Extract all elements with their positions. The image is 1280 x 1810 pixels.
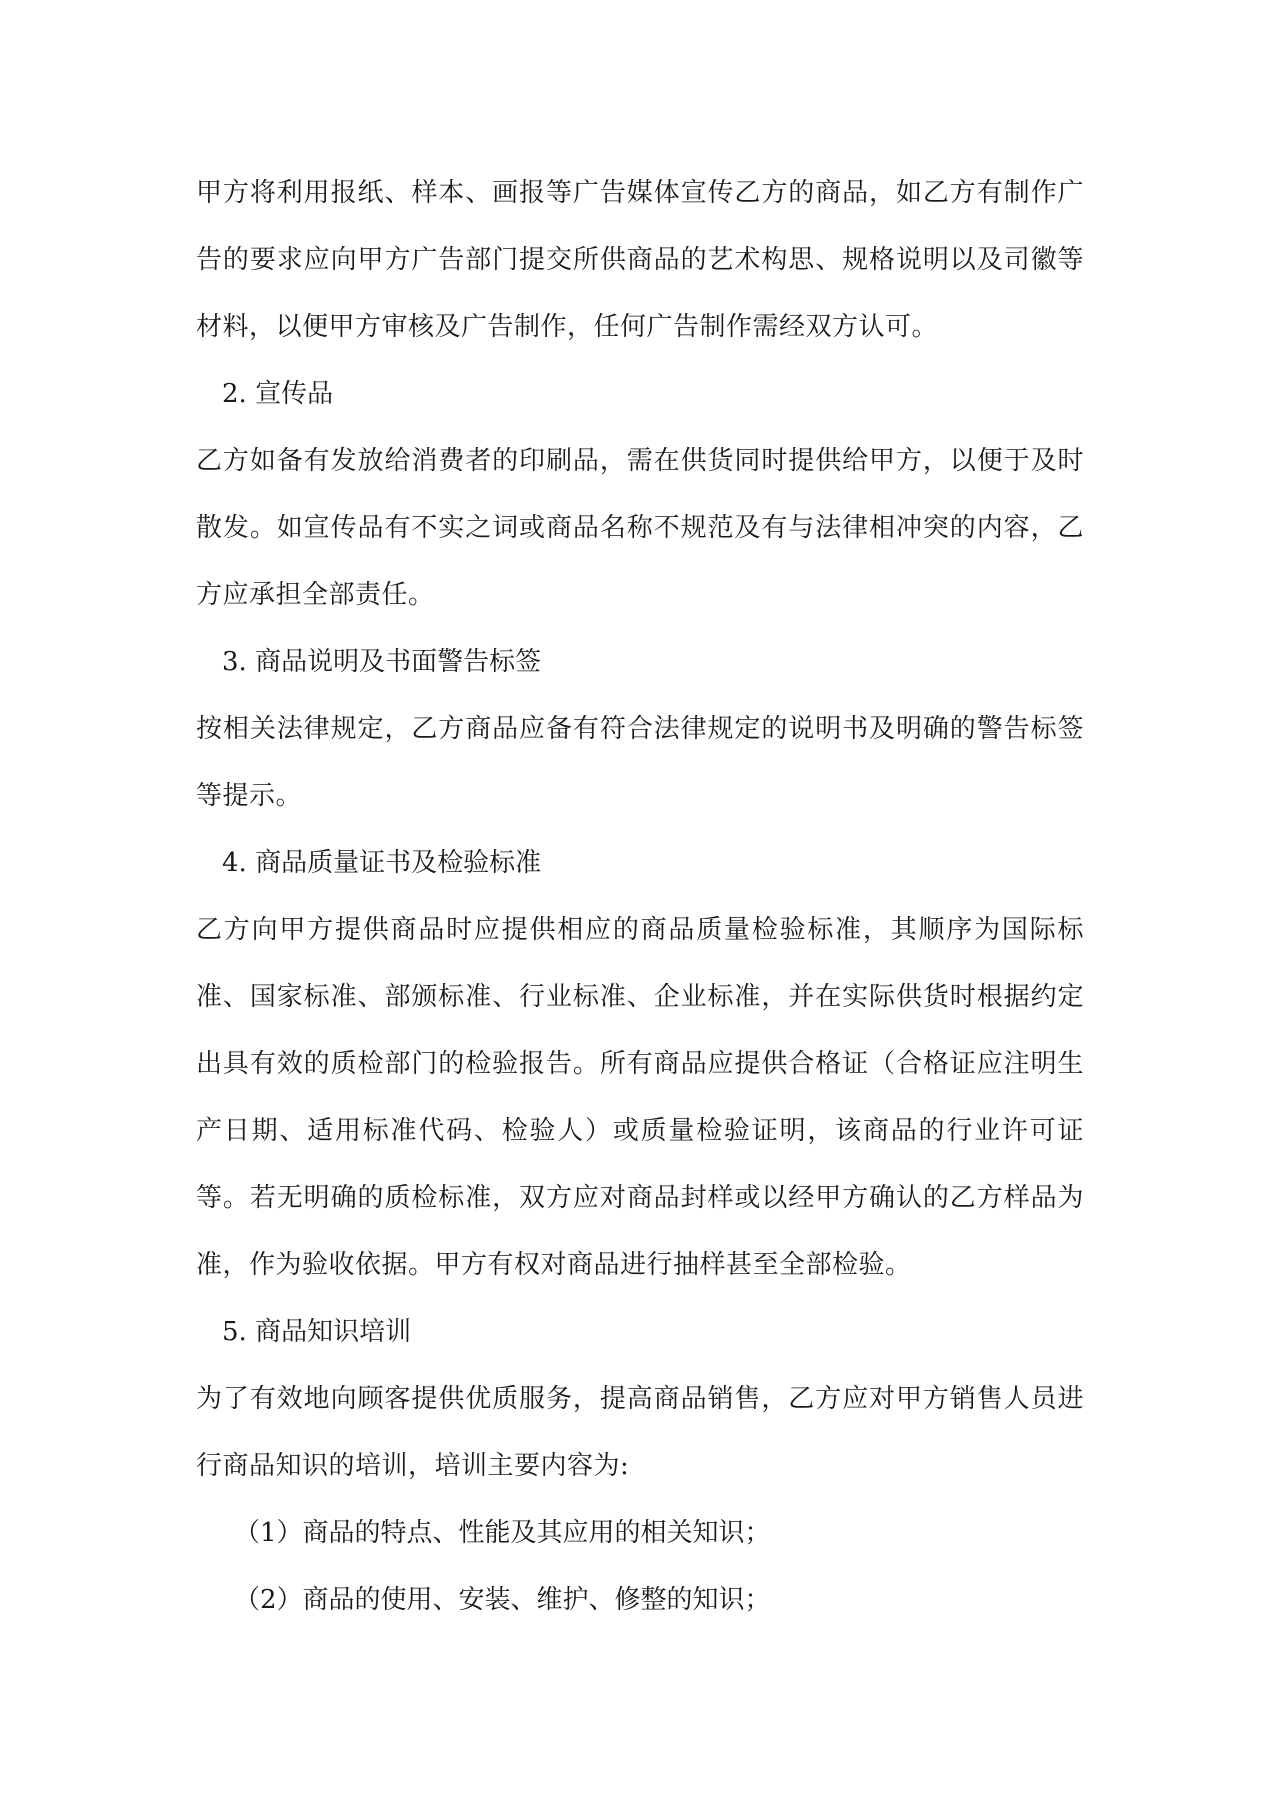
paragraph-product-training: 为了有效地向顾客提供优质服务，提高商品销售，乙方应对甲方销售人员进行商品知识的培训，培训主要内容为:: [196, 1384, 1084, 1481]
paragraph-product-instructions: 按相关法律规定，乙方商品应备有符合法律规定的说明书及明确的警告标签等提示。: [196, 714, 1084, 811]
list-item: （2）商品的使用、安装、维护、修整的知识；: [234, 1585, 771, 1615]
paragraph-quality-certificate: 乙方向甲方提供商品时应提供相应的商品质量检验标准，其顺序为国际标准、国家标准、部颁标准、行业标准、企业标准，并在实际供货时根据约定出具有效的质检部门的检验报告。所有商品应提供合格证（合格证应注明生产日期、适用标准代码、检验人）或质量检验证明，该商品的行业许可证等。若无明确的质检标准，双方应对商品封样或以经甲方确认的乙方样品为准，作为验收依据。甲方有权对商品进行抽样甚至全部检验。: [196, 915, 1084, 1280]
paragraph-advertising: 甲方将利用报纸、样本、画报等广告媒体宣传乙方的商品，如乙方有制作广告的要求应向甲方广告部门提交所供商品的艺术构思、规格说明以及司徽等材料，以便甲方审核及广告制作，任何广告制作需经双方认可。: [196, 178, 1084, 342]
document-body: [196, 160, 1084, 1634]
section-heading-product-training: 5. 商品知识培训: [222, 1317, 412, 1347]
section-heading-product-instructions: 3. 商品说明及书面警告标签: [222, 647, 542, 677]
section-heading-quality-certificate: 4. 商品质量证书及检验标准: [222, 848, 542, 878]
section-heading-promotional-materials: 2. 宣传品: [222, 379, 334, 409]
paragraph-promotional-materials: 乙方如备有发放给消费者的印刷品，需在供货同时提供给甲方，以便于及时散发。如宣传品有不实之词或商品名称不规范及有与法律相冲突的内容，乙方应承担全部责任。: [196, 446, 1084, 610]
list-item: （1）商品的特点、性能及其应用的相关知识；: [234, 1518, 771, 1548]
